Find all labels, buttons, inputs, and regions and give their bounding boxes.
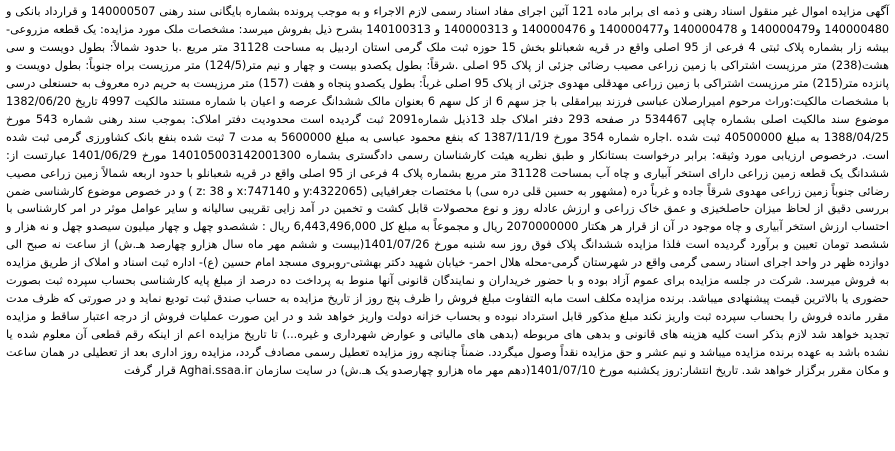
auction-notice-text: آگهی مزایده اموال غیر منقول اسناد رهنی و ذمه ای برابر ماده 121 آئین اجرای مفاد اسناد رسمی لازم الاجراء و به موجب پرونده بشماره بایگانی سند رهنی 140000507 و قرارداد بانکی و 140000480 و140000479 و 140000478 و140000477 و 140000476 و 140000313 و 140100313 بشرح ذیل بفروش میرسد: مشخصات ملک مورد مزایده: یک قطعه مزروعی-بیشه زار بشماره پلاک ثبتی 4 فرعی از 95 اصلی واقع در قریه شعبانلو بخش 15 حوزه ثبت ملک گرمی استان اردبیل به مساحت 31128 متر مربع .با حدود شمالاً: بطول دویست و سی هشت(238) متر مرزیست اشتراکی با زمین زراعی مصیب رضائی جزئی از پلاک 95 اصلی .شرقاً: بطول یکصدو بیست و چهار و نیم متر(124/5) متر مرزیست براه جنوباً: بطول دویست و پانزده متر(215) متر مرزیست اشتراکی با زمین زراعی مهدقلی مهدوی جزئی از پلاک 95 اصلی غرباً: بطول یکصدو پنجاه و هفت (157) متر مرزیست به حریم دره معروف به حسنعلی درسی با مشخصات مالکیت:وراث مرحوم امیرارصلان عباسی فرزند بیرامقلی با جز سهم 6 از کل سهم 6 بعنوان مالک ششدانگ عرصه و اعیان با شماره مستند مالکیت 4997 تاریخ 1382/06/20 موضوع سند مالکیت اصلی بشماره چاپی 534467 در صفحه 293 دفتر املاک جلد 13ذیل شماره2091 ثبت گردیده است محدودیت دفتر املاک: بموجب سند رهنی شماره 543 مورخ 1388/04/25 به مبلغ 40500000 ثبت شده .اجاره شماره 354 مورخ 1387/11/19 که بنفع محمود عباسی به مبلغ 5600000 به مدت 7 ثبت شده بنفع بانک کشاورزی گرمی ثبت شده است. درخصوص ارزیابی مورد وثیقه: برابر درخواست بستانکار و طبق نظریه هیئت کارشناسان رسمی دادگستری بشماره 140105003142001300 مورخ 1401/06/29 عبارتست از: ششدانگ یک قطعه زمین زراعی دارای استخر آبیاری و چاه آب بمساحت 31128 متر مربع بشماره پلاک 4 فرعی از 95 اصلی واقع در قریه شعبانلو با حدود اربعه شمالاً زمین زراعی مصیب رضائی جنوباً زمین زراعی مهدوی شرقاً جاده و غرباً دره (مشهور به حسین قلی دره سی) با مختصات جغرافیایی (y:4322065 و x:747140 و z: 38 ) و در خصوص موضوع کارشناسی ضمن بررسی دقیق از لحاظ میزان حاصلخیزی و عمق خاک زراعی و ارزش عادله روز و نوع محصولات قابل کشت و تخمین در آمد زایی تقریبی سالیانه و سایر عوامل موثر در امر کارشناسی با احتساب ارزش استخر آبیاری و چاه موجود در آن از قرار هر هکتار 2070000000 ریال و مجموعاً به مبلغ کل 6,443,496,000 ریال : ششصدو چهل و چهار میلیون سیصدو چهل و نه هزار و ششصد تومان تعیین و برآورد گردیده است فلذا مزایده ششدانگ پلاک فوق روز سه شنبه مورخ 1401/07/26(بیست و ششم مهر ماه سال هزارو چهارصد هـ.ش) از ساعت نه صبح الی دوازده ظهر در واحد اجرای اسناد رسمی گرمی واقع در شهرستان گرمی-محله هلال احمر- خیابان شهید دکتر بهشتی-روبروی مسجد امام حسین (ع)- اداره ثبت اسناد و املاک از طریق مزایده به فروش میرسد. شرکت در جلسه مزایده برای عموم آزاد بوده و با حضور خریداران و نمایندگان قانونی آنها منوط به پرداخت ده درصد از مبلغ پایه کارشناسی بحساب سپرده ثبت بصورت حضوری یا بالاترین قیمت پیشنهادی میباشد. برنده مزایده مکلف است مابه التفاوت مبلغ فروش را ظرف پنج روز از تاریخ مزایده به حساب صندق ثبت تودیع نماید و در صورتی که ظرف مدت مقرر مانده فروش را بحساب سپرده ثبت واریز نکند مبلغ مذکور قابل استرداد نبوده و بحساب خزانه دولت واریز خواهد شد و در این صورت عملیات فروش از درجه اعتبار ساقط و مزایده تجدید خواهد شد لازم بذکر است کلیه هزینه های قانونی و بدهی های مربوطه (بدهی های مالیاتی و عوارض شهرداری و غیره...) تا تاریخ مزایده اعم از اینکه رقم قطعی آن معلوم شده یا نشده باشد به عهده برنده مزایده میباشد و نیم عشر و حق مزایده نقداً وصول میگردد. ضمناً چنانچه روز مزایده تعطیل رسمی مصادف گردد، مزایده روز اداری بعد از تعطیلی در همان ساعت و مکان مقرر برگزار خواهد شد. تاریخ انتشار:روز یکشنبه مورخ 1401/07/10(دهم مهر ماه هزارو چهارصدو یک هـ.ش) در سایت سازمان Aghai.ssaa.ir قرار گرفت xyxy=(6,5,890,378)
